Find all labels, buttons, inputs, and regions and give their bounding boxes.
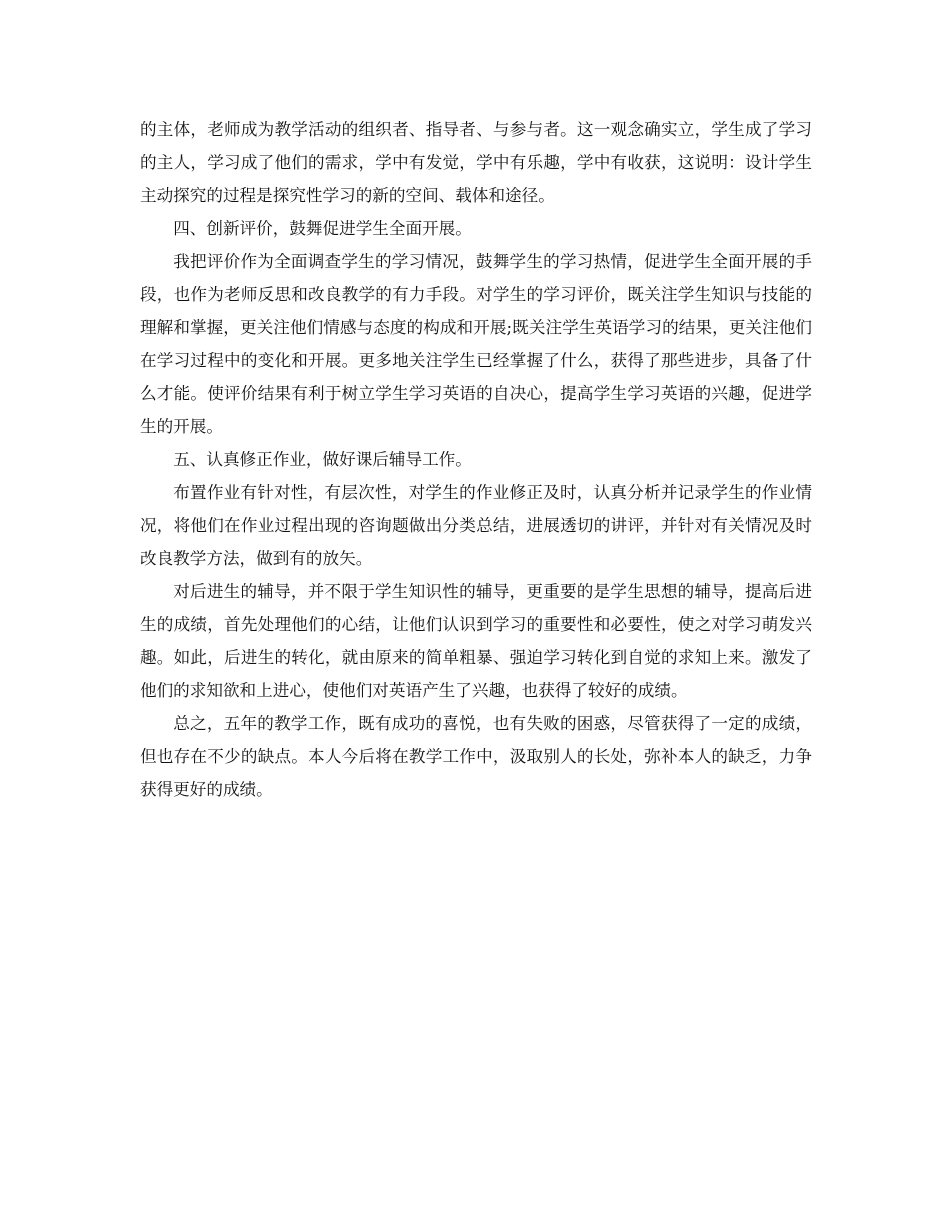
paragraph-conclusion: 总之，五年的教学工作，既有成功的喜悦，也有失败的困惑，尽管获得了一定的成绩，但也存在不少的缺点。本人今后将在教学工作中，汲取别人的长处，弥补本人的缺乏，力争获得更好的成绩。 xyxy=(140,714,812,799)
section-heading-innovative-evaluation: 四、创新评价，鼓舞促进学生全面开展。 xyxy=(173,219,472,238)
paragraph-homework: 布置作业有针对性，有层次性，对学生的作业修正及时，认真分析并记录学生的作业情况，将他们在作业过程出现的咨询题做出分类总结，进展透切的讲评，并针对有关情况及时改良教学方法，做到有的放矢。 xyxy=(140,483,812,568)
paragraph-continuation: 的主体，老师成为教学活动的组织者、指导者、与参与者。这一观念确实立，学生成了学习的主人，学习成了他们的需求，学中有发觉，学中有乐趣，学中有收获，这说明：设计学生主动探究的过程是探究性学习的新的空间、载体和途径。 xyxy=(140,120,812,205)
section-heading-homework-tutoring: 五、认真修正作业，做好课后辅导工作。 xyxy=(173,450,472,469)
document-body xyxy=(140,113,812,806)
paragraph-evaluation: 我把评价作为全面调查学生的学习情况，鼓舞学生的学习热情，促进学生全面开展的手段，也作为老师反思和改良教学的有力手段。对学生的学习评价，既关注学生知识与技能的理解和掌握，更关注他们情感与态度的构成和开展;既关注学生英语学习的结果，更关注他们在学习过程中的变化和开展。更多地关注学生已经掌握了什么，获得了那些进步，具备了什么才能。使评价结果有利于树立学生学习英语的自决心，提高学生学习英语的兴趣，促进学生的开展。 xyxy=(140,252,812,436)
paragraph-struggling-students: 对后进生的辅导，并不限于学生知识性的辅导，更重要的是学生思想的辅导，提高后进生的成绩，首先处理他们的心结，让他们认识到学习的重要性和必要性，使之对学习萌发兴趣。如此，后进生的转化，就由原来的简单粗暴、强迫学习转化到自觉的求知上来。激发了他们的求知欲和上进心，使他们对英语产生了兴趣，也获得了较好的成绩。 xyxy=(140,582,812,700)
